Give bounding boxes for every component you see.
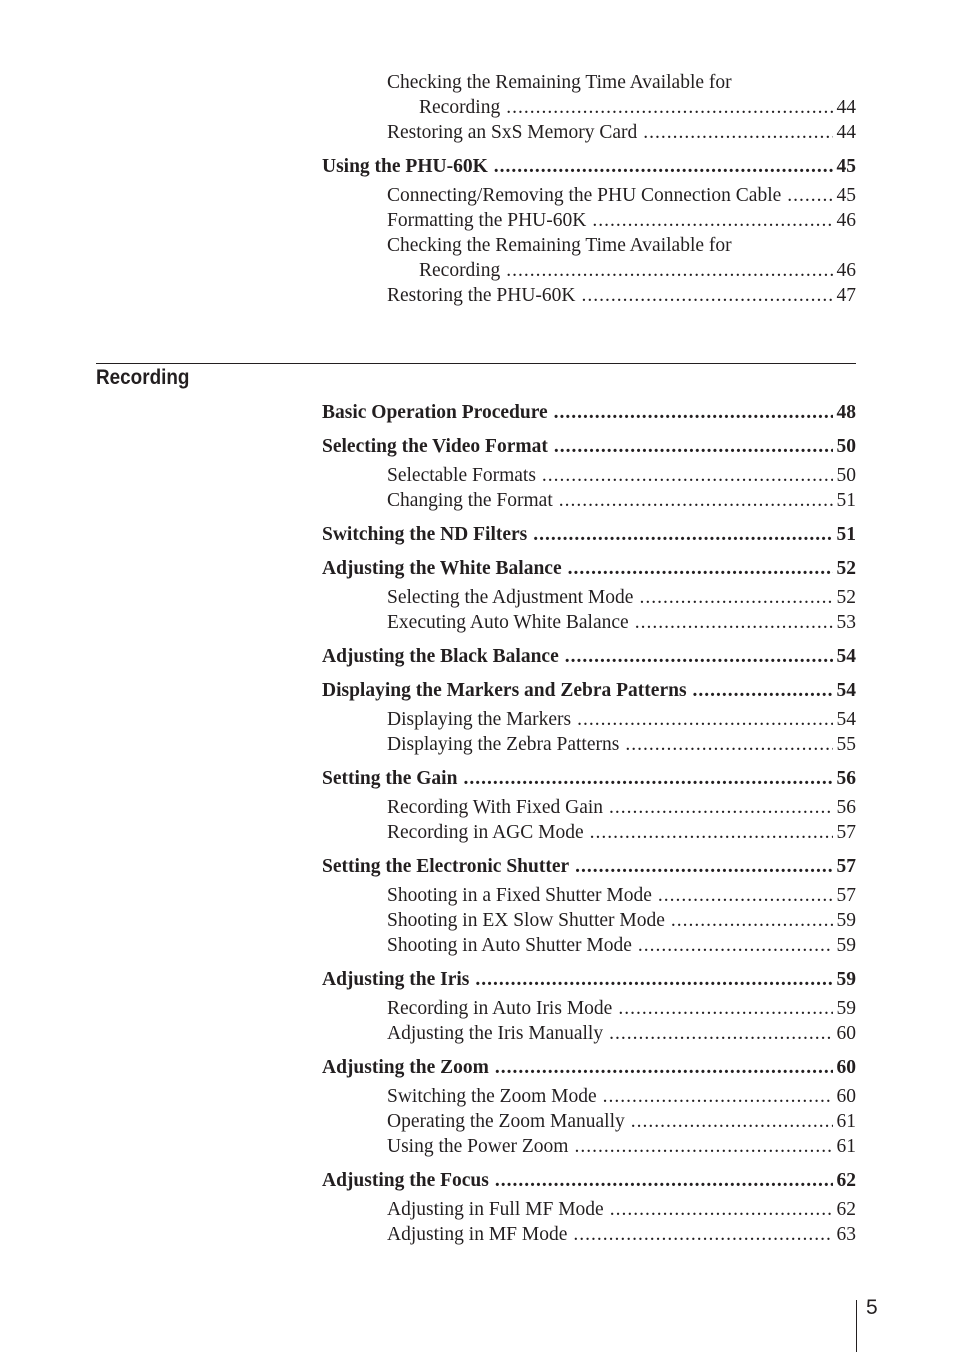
- toc-page-number: 45: [836, 185, 856, 206]
- toc-entry-title: Adjusting the Iris Manually: [387, 1023, 604, 1044]
- toc-entry-title: Adjusting the White Balance: [322, 558, 562, 579]
- toc-page-number: 57: [836, 856, 856, 877]
- toc-entry-title: Switching the Zoom Mode: [387, 1086, 597, 1107]
- dot-leader: [495, 1055, 833, 1080]
- page-number: 5: [866, 1296, 878, 1319]
- toc-entry-title: Connecting/Removing the PHU Connection Cable: [387, 185, 782, 206]
- dot-leader: [494, 154, 833, 179]
- toc-subentry[interactable]: [387, 120, 856, 145]
- toc-entry-title: Displaying the Zebra Patterns: [387, 734, 620, 755]
- toc-entry-title: Operating the Zoom Manually: [387, 1111, 625, 1132]
- toc-page-number: 57: [836, 885, 856, 906]
- toc-page-number: 50: [836, 465, 856, 486]
- toc-subentry[interactable]: [387, 795, 856, 820]
- toc-page-number: 59: [836, 969, 856, 990]
- toc-entry-title: Checking the Remaining Time Available for: [387, 72, 732, 93]
- toc-page-number: 51: [836, 490, 856, 511]
- toc-entry-title: Formatting the PHU-60K: [387, 210, 587, 231]
- toc-entry-title: Adjusting the Zoom: [322, 1057, 489, 1078]
- toc-subentry[interactable]: [387, 820, 856, 845]
- toc-page-number: 55: [836, 734, 856, 755]
- dot-leader: [610, 1197, 833, 1222]
- dot-leader: [693, 678, 833, 703]
- toc-heading-entry[interactable]: [322, 1168, 856, 1193]
- toc-entry-title: Using the Power Zoom: [387, 1136, 569, 1157]
- toc-heading-entry[interactable]: [322, 556, 856, 581]
- dot-leader: [658, 883, 833, 908]
- toc-heading-entry[interactable]: [322, 644, 856, 669]
- toc-heading-entry[interactable]: [322, 854, 856, 879]
- dot-leader: [573, 1222, 832, 1247]
- dot-leader: [638, 933, 833, 958]
- toc-page-number: 54: [836, 680, 856, 701]
- toc-page-number: 62: [836, 1199, 856, 1220]
- dot-leader: [533, 522, 832, 547]
- dot-leader: [495, 1168, 833, 1193]
- dot-leader: [542, 463, 833, 488]
- toc-page-number: 59: [836, 935, 856, 956]
- dot-leader: [574, 1134, 832, 1159]
- dot-leader: [475, 967, 832, 992]
- toc-subentry[interactable]: [387, 1021, 856, 1046]
- toc-entry-title: Selectable Formats: [387, 465, 536, 486]
- toc-page-number: 50: [836, 436, 856, 457]
- toc-entry-title: Displaying the Markers and Zebra Patterns: [322, 680, 687, 701]
- toc-page-number: 52: [836, 587, 856, 608]
- toc-heading-entry[interactable]: [322, 400, 856, 425]
- toc-subentry[interactable]: [387, 585, 856, 610]
- toc-page-number: 60: [836, 1057, 856, 1078]
- section-rule: [96, 363, 856, 364]
- dot-leader: [609, 795, 832, 820]
- toc-entry-title: Adjusting the Black Balance: [322, 646, 559, 667]
- toc-page-number: 46: [836, 210, 856, 231]
- toc-page-number: 53: [836, 612, 856, 633]
- toc-subentry[interactable]: [387, 1222, 856, 1247]
- toc-subentry[interactable]: [387, 1197, 856, 1222]
- toc-page-number: 60: [836, 1086, 856, 1107]
- toc-heading-entry[interactable]: [322, 522, 856, 547]
- toc-subentry[interactable]: [419, 258, 856, 283]
- toc-entry-title: Adjusting the Iris: [322, 969, 470, 990]
- toc-page-number: 44: [836, 97, 856, 118]
- toc-entry-title: Checking the Remaining Time Available for: [387, 235, 732, 256]
- toc-entry-title: Recording in AGC Mode: [387, 822, 584, 843]
- toc-subentry[interactable]: [387, 208, 856, 233]
- dot-leader: [635, 610, 833, 635]
- folio-divider: [856, 1300, 857, 1352]
- toc-entry-title: Shooting in EX Slow Shutter Mode: [387, 910, 665, 931]
- dot-leader: [582, 283, 833, 308]
- toc-subentry[interactable]: [387, 1134, 856, 1159]
- dot-leader: [506, 258, 832, 283]
- toc-entry-title: Displaying the Markers: [387, 709, 572, 730]
- toc-entry-title: Selecting the Adjustment Mode: [387, 587, 634, 608]
- toc-entry-title: Restoring the PHU-60K: [387, 285, 576, 306]
- toc-entry-title: Recording in Auto Iris Mode: [387, 998, 613, 1019]
- toc-page-number: 59: [836, 910, 856, 931]
- toc-subentry[interactable]: [387, 1084, 856, 1109]
- toc-entry-title: Recording With Fixed Gain: [387, 797, 604, 818]
- toc-entry-title: Changing the Format: [387, 490, 553, 511]
- toc-subentry[interactable]: [387, 70, 856, 95]
- toc-page-number: 56: [836, 797, 856, 818]
- toc-entry-title: Recording: [419, 97, 501, 118]
- toc-entry-title: Setting the Electronic Shutter: [322, 856, 570, 877]
- toc-heading-entry[interactable]: [322, 678, 856, 703]
- dot-leader: [568, 556, 833, 581]
- toc-entry-title: Adjusting the Focus: [322, 1170, 489, 1191]
- toc-page-number: 54: [836, 646, 856, 667]
- toc-page-number: 52: [836, 558, 856, 579]
- toc-page-number: 61: [836, 1136, 856, 1157]
- toc-heading-entry[interactable]: [322, 766, 856, 791]
- toc-subentry[interactable]: [387, 707, 856, 732]
- dot-leader: [603, 1084, 833, 1109]
- toc-subentry[interactable]: [387, 233, 856, 258]
- dot-leader: [631, 1109, 833, 1134]
- toc-entry-title: Switching the ND Filters: [322, 524, 528, 545]
- toc-entry-title: Selecting the Video Format: [322, 436, 548, 457]
- toc-subentry[interactable]: [419, 95, 856, 120]
- toc-subentry[interactable]: [387, 283, 856, 308]
- toc-page-number: 48: [836, 402, 856, 423]
- toc-page-number: 57: [836, 822, 856, 843]
- toc-entry-title: Recording: [419, 260, 501, 281]
- toc-page-number: 44: [836, 122, 856, 143]
- toc-subentry[interactable]: [387, 610, 856, 635]
- toc-entry-title: Setting the Gain: [322, 768, 458, 789]
- dot-leader: [625, 732, 832, 757]
- toc-entry-title: Shooting in Auto Shutter Mode: [387, 935, 632, 956]
- dot-leader: [559, 488, 833, 513]
- toc-entry-title: Adjusting in Full MF Mode: [387, 1199, 604, 1220]
- dot-leader: [575, 854, 832, 879]
- toc-page-number: 56: [836, 768, 856, 789]
- toc-page-number: 45: [836, 156, 856, 177]
- dot-leader: [671, 908, 833, 933]
- dot-leader: [463, 766, 832, 791]
- toc-entry-title: Using the PHU-60K: [322, 156, 488, 177]
- toc-subentry[interactable]: [387, 883, 856, 908]
- toc-page-number: 59: [836, 998, 856, 1019]
- toc-subentry[interactable]: [387, 908, 856, 933]
- dot-leader: [577, 707, 832, 732]
- dot-leader: [639, 585, 832, 610]
- dot-leader: [787, 183, 832, 208]
- dot-leader: [506, 95, 832, 120]
- toc-page-number: 63: [836, 1224, 856, 1245]
- toc-page-number: 62: [836, 1170, 856, 1191]
- toc-page-number: 46: [836, 260, 856, 281]
- dot-leader: [609, 1021, 832, 1046]
- toc-entry-title: Basic Operation Procedure: [322, 402, 548, 423]
- toc-subentry[interactable]: [387, 732, 856, 757]
- toc-entry-title: Adjusting in MF Mode: [387, 1224, 568, 1245]
- dot-leader: [643, 120, 832, 145]
- dot-leader: [618, 996, 832, 1021]
- dot-leader: [554, 400, 833, 425]
- toc-subentry[interactable]: [387, 488, 856, 513]
- toc-page-number: 51: [836, 524, 856, 545]
- section-heading: Recording: [96, 366, 190, 389]
- dot-leader: [590, 820, 833, 845]
- toc-heading-entry[interactable]: [322, 434, 856, 459]
- toc-entry-title: Executing Auto White Balance: [387, 612, 629, 633]
- toc-entry-title: Shooting in a Fixed Shutter Mode: [387, 885, 652, 906]
- toc-page-number: 47: [836, 285, 856, 306]
- toc-subentry[interactable]: [387, 463, 856, 488]
- dot-leader: [592, 208, 832, 233]
- toc-subentry[interactable]: [387, 183, 856, 208]
- toc-heading-entry[interactable]: [322, 967, 856, 992]
- toc-subentry[interactable]: [387, 933, 856, 958]
- toc-subentry[interactable]: [387, 996, 856, 1021]
- toc-heading-entry[interactable]: [322, 1055, 856, 1080]
- toc-subentry[interactable]: [387, 1109, 856, 1134]
- toc-page-number: 54: [836, 709, 856, 730]
- toc-page-number: 61: [836, 1111, 856, 1132]
- dot-leader: [554, 434, 833, 459]
- toc-heading-entry[interactable]: [322, 154, 856, 179]
- dot-leader: [565, 644, 833, 669]
- toc-entry-title: Restoring an SxS Memory Card: [387, 122, 638, 143]
- toc-page-number: 60: [836, 1023, 856, 1044]
